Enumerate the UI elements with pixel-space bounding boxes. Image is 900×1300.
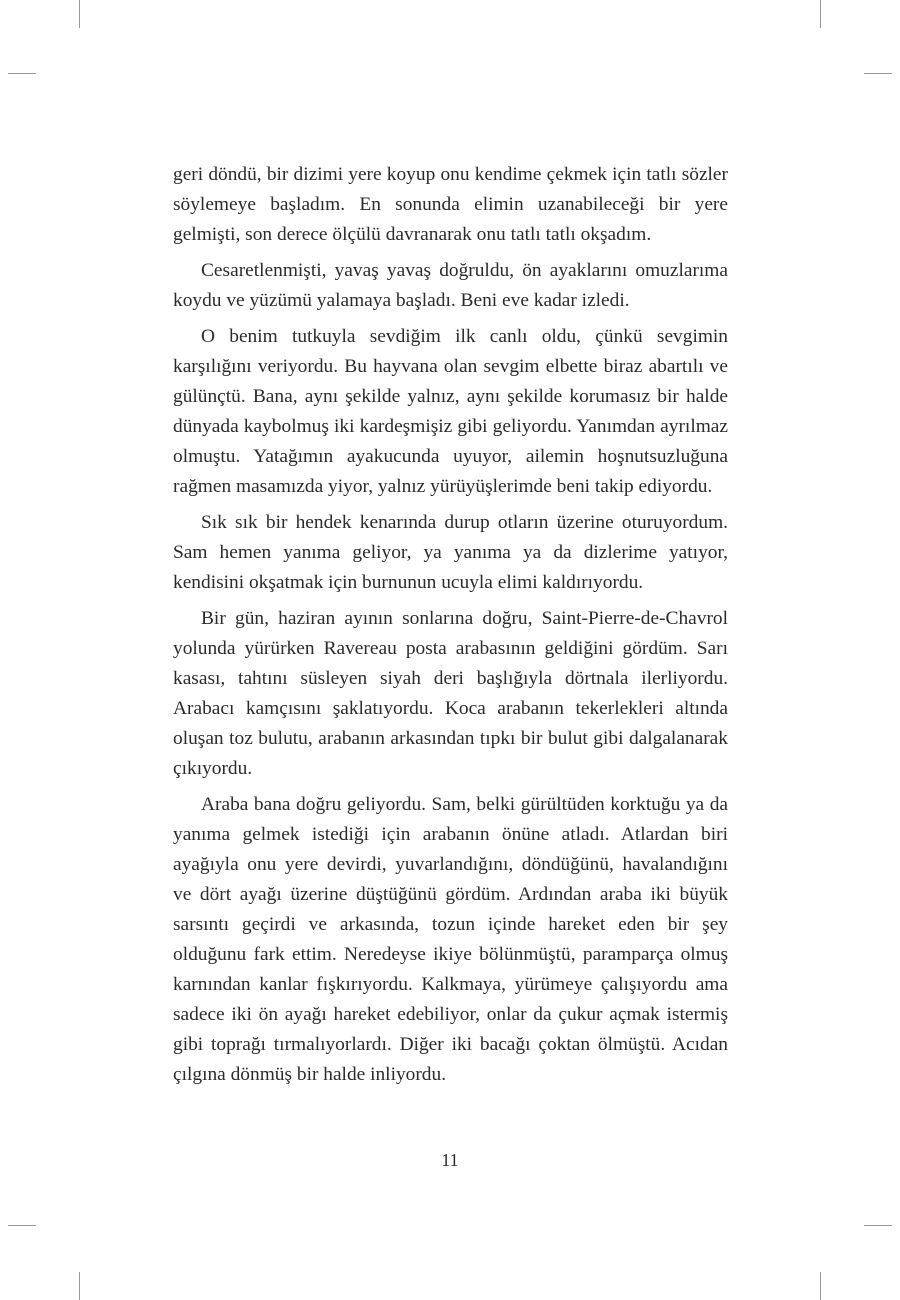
crop-mark-top-right-horizontal bbox=[864, 73, 892, 74]
crop-mark-bottom-left-horizontal bbox=[8, 1225, 36, 1226]
paragraph-4: Sık sık bir hendek kenarında durup otların üzerine oturuyordum. Sam hemen yanıma geliyor, ya yanıma ya da dizlerime yatıyor, kendisini okşatmak için burnunun ucuyla elimi kaldırıyordu. bbox=[173, 512, 728, 593]
crop-mark-bottom-right-vertical bbox=[820, 1272, 821, 1300]
paragraph-2: Cesaretlenmişti, yavaş yavaş doğruldu, ön ayaklarını omuzlarıma koydu ve yüzümü yalamaya başladı. Beni eve kadar izledi. bbox=[173, 260, 728, 311]
crop-mark-bottom-left-vertical bbox=[79, 1272, 80, 1300]
crop-mark-top-left-vertical bbox=[79, 0, 80, 28]
crop-mark-top-left-horizontal bbox=[8, 73, 36, 74]
crop-mark-top-right-vertical bbox=[820, 0, 821, 28]
paragraph-5: Bir gün, haziran ayının sonlarına doğru, Saint-Pierre-de-Chavrol yolunda yürürken Ravereau posta arabasının geldiğini gördüm. Sarı kasası, tahtını süsleyen siyah deri başlığıyla dörtnala ilerliyordu. Arabacı kamçısını şaklatıyordu. Koca arabanın tekerlekleri altında oluşan toz bulutu, arabanın arkasından tıpkı bir bulut gibi dalgalanarak çıkıyordu. bbox=[173, 608, 728, 779]
body-text bbox=[173, 160, 728, 1096]
paragraph-3: O benim tutkuyla sevdiğim ilk canlı oldu, çünkü sevgimin karşılığını veriyordu. Bu hayvana olan sevgim elbette biraz abartılı ve gülünçtü. Bana, aynı şekilde yalnız, aynı şekilde korumasız bir halde dünyada kaybolmuş iki kardeşmişiz gibi geliyordu. Yanımdan ayrılmaz olmuştu. Yatağımın ayakucunda uyuyor, ailemin hoşnutsuzluğuna rağmen masamızda yiyor, yalnız yürüyüşlerimde beni takip ediyordu. bbox=[173, 326, 728, 497]
paragraph-1: geri döndü, bir dizimi yere koyup onu kendime çekmek için tatlı sözler söylemeye başladım. En sonunda elimin uzanabileceği bir yere gelmişti, son derece ölçülü davranarak onu tatlı tatlı okşadım. bbox=[173, 164, 728, 245]
page-number: 11 bbox=[441, 1150, 459, 1170]
paragraph-6: Araba bana doğru geliyordu. Sam, belki gürültüden korktuğu ya da yanıma gelmek istediği için arabanın önüne atladı. Atlardan biri ayağıyla onu yere devirdi, yuvarlandığını, döndüğünü, havalandığını ve dört ayağı üzerine düştüğünü gördüm. Ardından araba iki büyük sarsıntı geçirdi ve arkasında, tozun içinde hareket eden bir şey olduğunu fark ettim. Neredeyse ikiye bölünmüştü, paramparça olmuş karnından kanlar fışkırıyordu. Kalkmaya, yürümeye çalışıyordu ama sadece iki ön ayağı hareket edebiliyor, onlar da çukur açmak istermiş gibi toprağı tırmalıyorlardı. Diğer iki bacağı çoktan ölmüştü. Acıdan çılgına dönmüş bir halde inliyordu. bbox=[173, 794, 728, 1085]
crop-mark-bottom-right-horizontal bbox=[864, 1225, 892, 1226]
